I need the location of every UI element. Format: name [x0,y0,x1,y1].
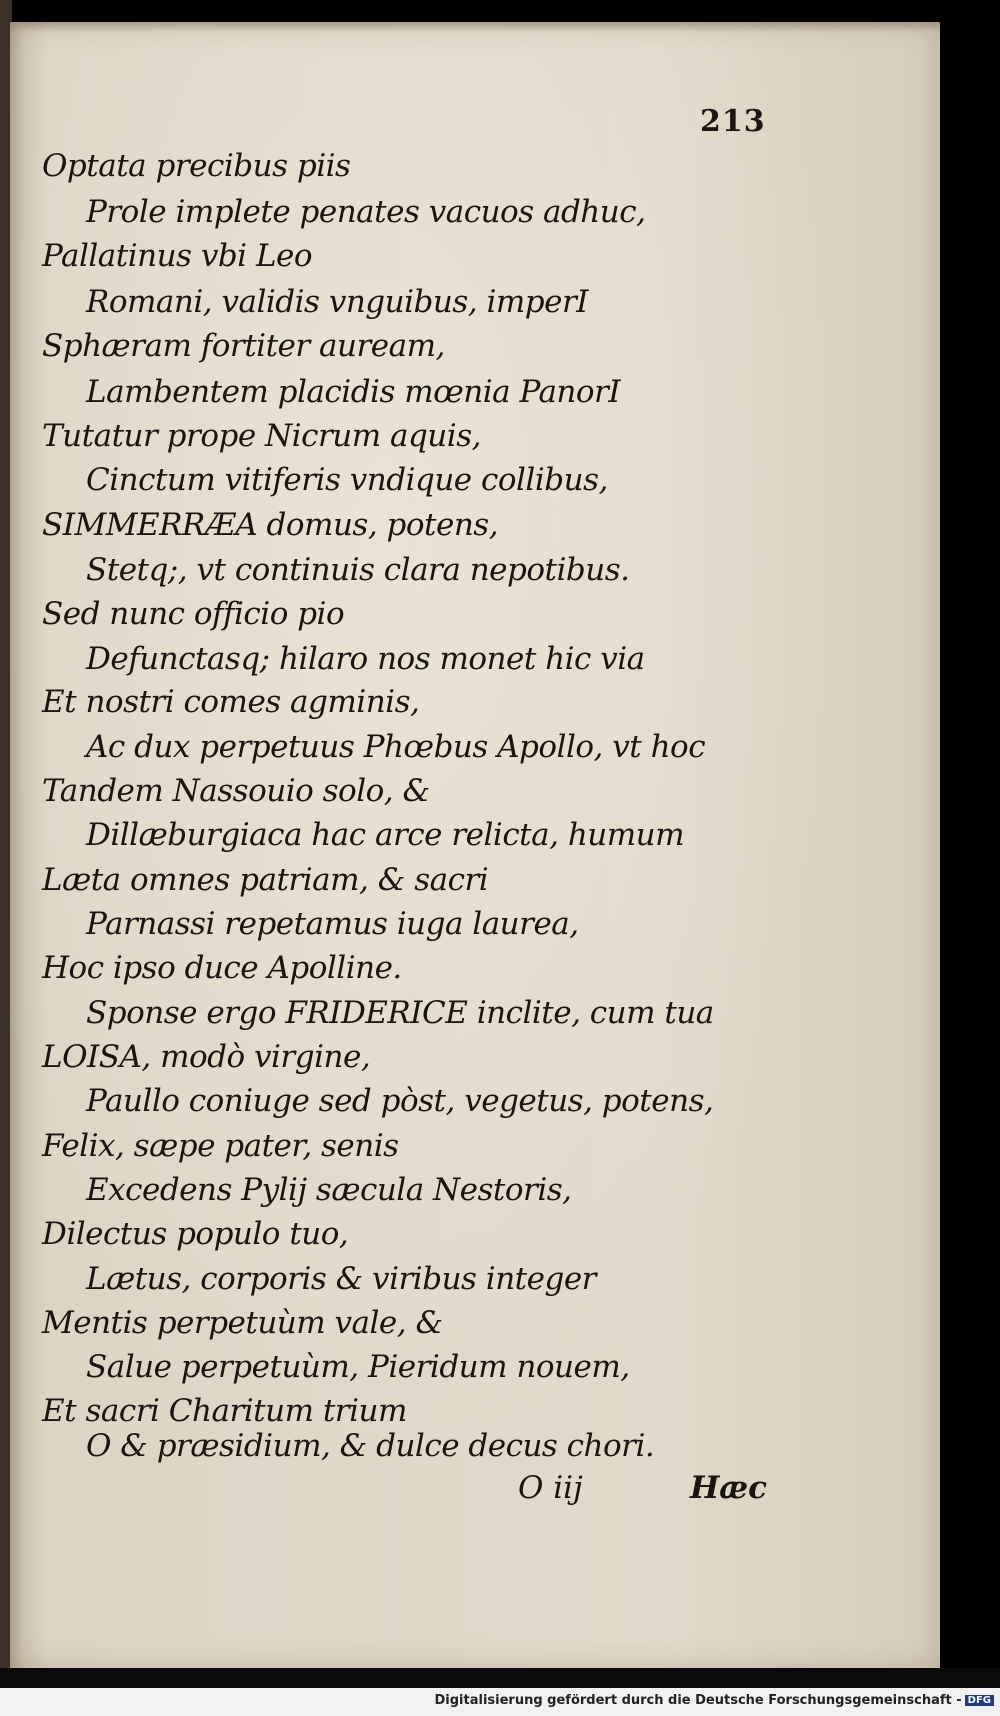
verse-line: O & præsidium, & dulce decus chori. [86,1428,655,1464]
page-number: 213 [700,104,766,139]
verse-line: Stetq;, vt continuis clara nepotibus. [86,552,630,588]
verse-line: Defunctasq; hilaro nos monet hic via [86,641,645,677]
catchword: Hæc [690,1470,768,1506]
dfg-logo: DFG [965,1695,994,1706]
verse-line: Mentis perpetuùm vale, & [42,1305,443,1341]
verse-line: Lambentem placidis mœnia PanorI [86,374,621,410]
verse-line: Felix, sæpe pater, senis [42,1128,399,1164]
verse-line: Dilectus populo tuo, [42,1216,349,1252]
verse-line: Paullo coniuge sed pòst, vegetus, potens, [86,1083,714,1119]
verse-line: Salue perpetuùm, Pieridum nouem, [86,1349,630,1385]
verse-line: Ac dux perpetuus Phœbus Apollo, vt hoc [86,729,706,765]
credit-text: Digitalisierung gefördert durch die Deutsche Forschungsgemeinschaft - [434,1693,962,1708]
verse-line: Optata precibus piis [42,148,351,184]
verse-line: Parnassi repetamus iuga laurea, [86,906,579,942]
verse-line: Pallatinus vbi Leo [42,238,313,274]
verse-line: Romani, validis vnguibus, imperI [86,284,589,320]
signature-mark: O iij [518,1470,583,1506]
verse-line: Prole implete penates vacuos adhuc, [86,194,646,230]
verse-line: Lætus, corporis & viribus integer [86,1261,596,1297]
verse-line: SIMMERRÆA domus, potens, [42,507,499,543]
digitization-credit [435,1693,995,1708]
verse-line: Sponse ergo FRIDERICE inclite, cum tua [86,995,714,1031]
verse-line: Et sacri Charitum trium [42,1393,407,1429]
verse-line: Hoc ipso duce Apolline. [42,950,402,986]
verse-line: Tutatur prope Nicrum aquis, [42,418,481,454]
verse-line: Dillæburgiaca hac arce relicta, humum [86,817,685,853]
verse-line: LOISA, modò virgine, [42,1039,371,1075]
verse-line: Excedens Pylij sæcula Nestoris, [86,1172,572,1208]
verse-line: Tandem Nassouio solo, & [42,773,430,809]
verse-line: Cinctum vitiferis vndique collibus, [86,462,608,498]
verse-line: Læta omnes patriam, & sacri [42,862,489,898]
verse-line: Sphæram fortiter auream, [42,328,445,364]
page-shadow [10,22,940,32]
verse-line: Et nostri comes agminis, [42,684,420,720]
verse-line: Sed nunc officio pio [42,596,345,632]
